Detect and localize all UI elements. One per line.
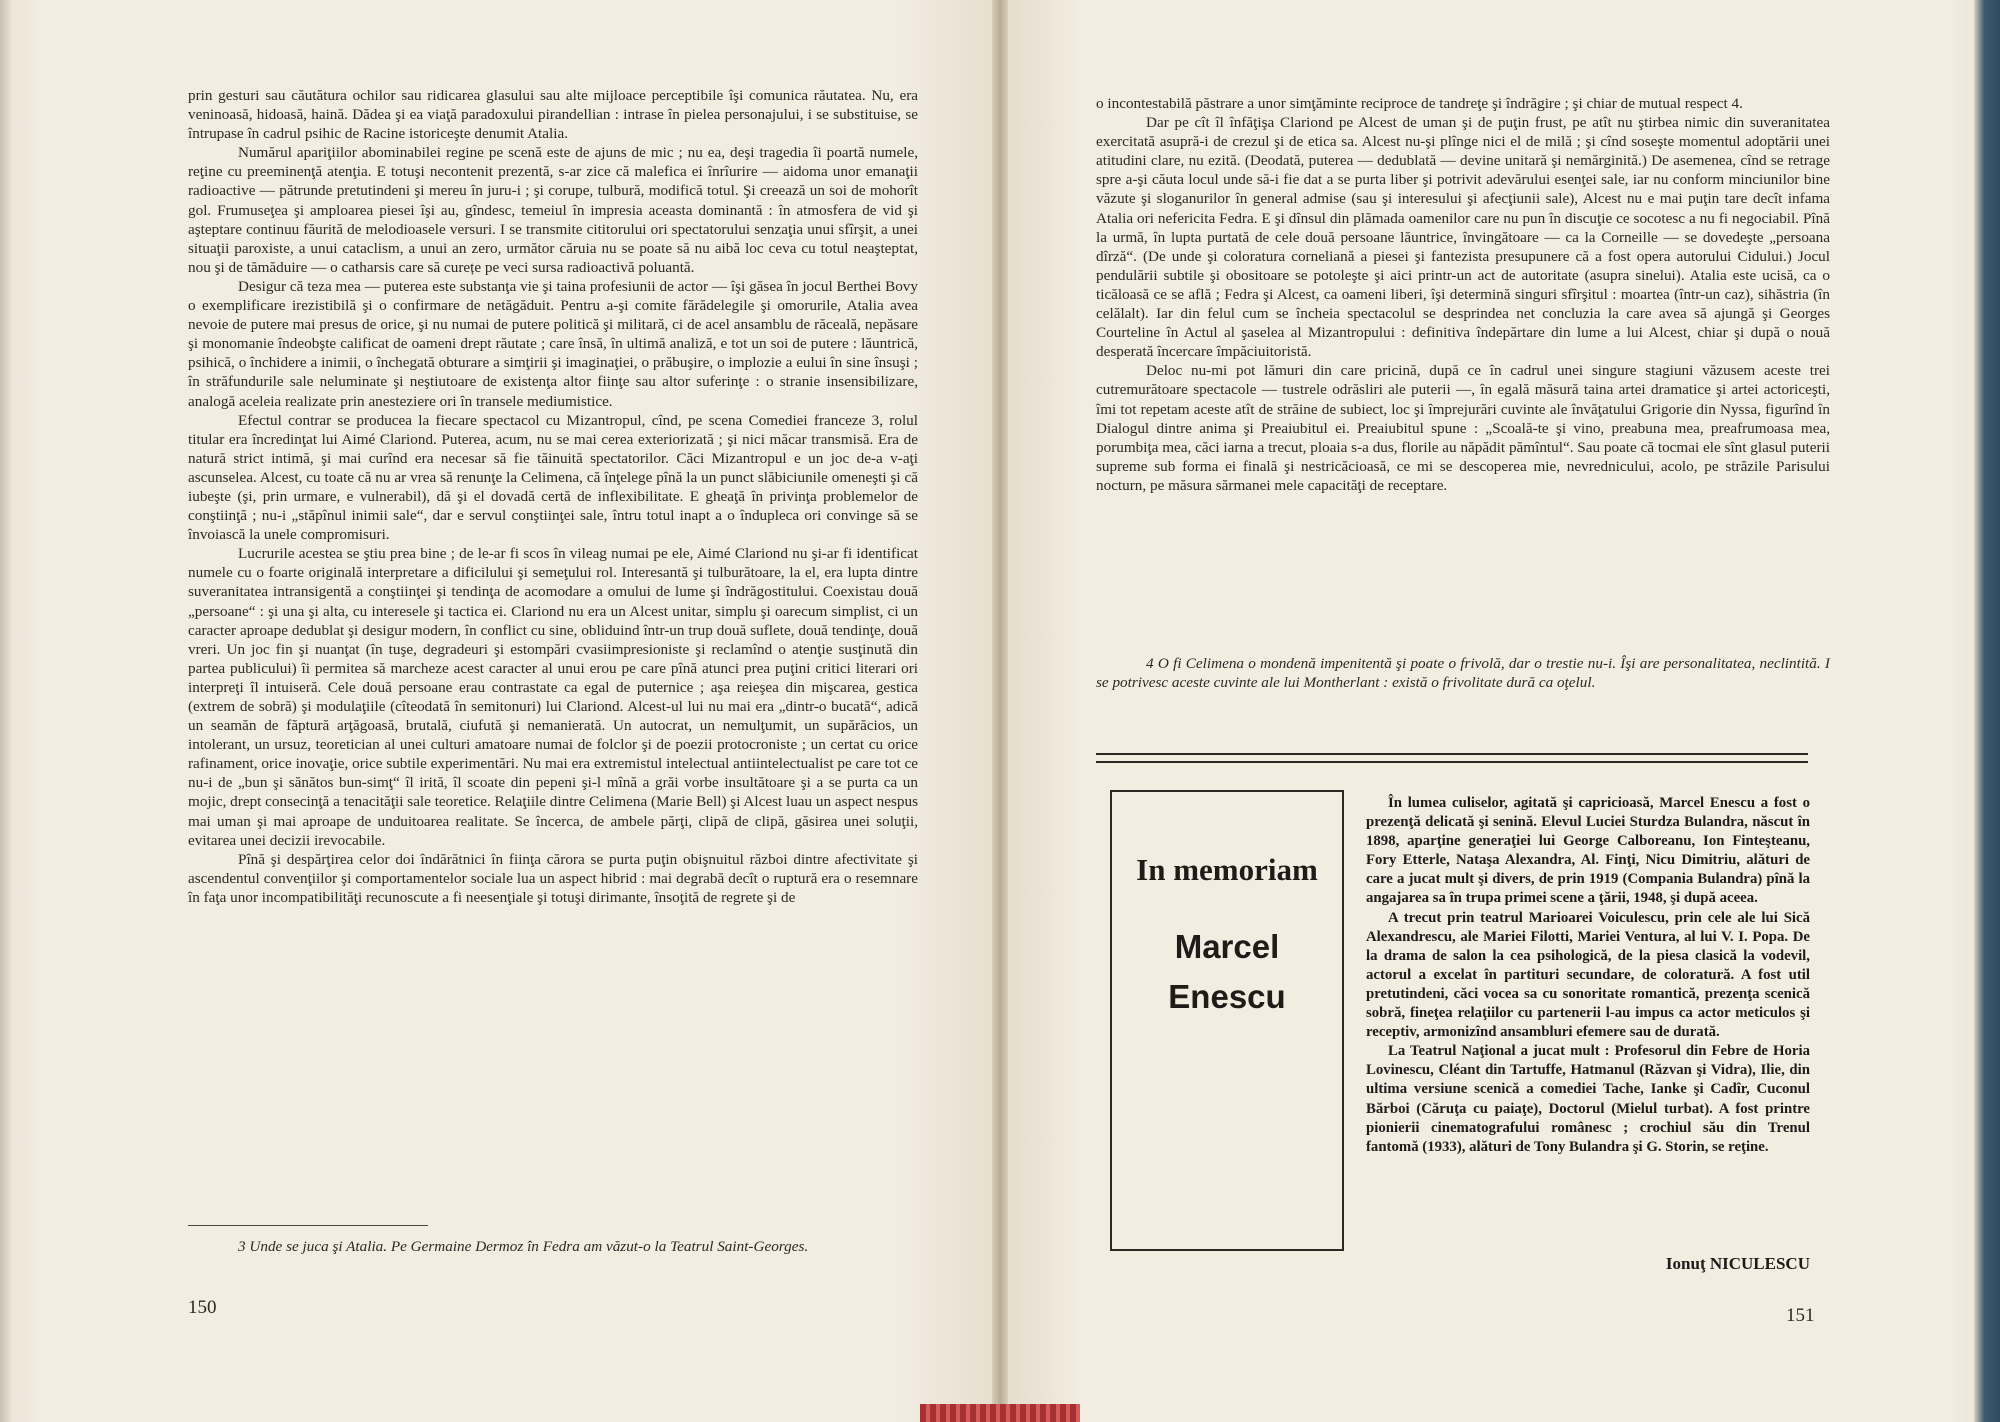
paragraph: prin gesturi sau căutătura ochilor sau ridicarea glasului sau alte mijloace perceptibile îşi comunica răutatea. Nu, era veninoasă, hidoasă, haină. Dădea şi ea viaţă paradoxului pirandellian : intrase în pielea personajului, i se substituise, se întrupase în cadrul psihic de Racine istoriceşte denumit Atalia. [188,87,918,143]
in-memoriam-text [1366,794,1810,1157]
page-edge-left [0,0,12,1422]
memoriam-author: Ionuţ NICULESCU [1665,1254,1810,1273]
paragraph: Lucrurile acestea se ştiu prea bine ; de le-ar fi scos în vileag numai pe ele, Aimé Clariond nu şi-ar fi identificat numele cu o foarte originală interpretare a dificilului şi semeţului rol. Interesantă şi tulburătoare, la el, era lupta dintre suveranitatea intransigentă a conştiinţei şi tendinţa de acomodare a omului de lume şi îndrăgostitului. Coexistau două „persoane“ : şi una şi alta, cu interesele şi tactica ei. Clariond nu era un Alcest unitar, simplu şi oarecum simplist, ci un caracter aproape dedublat şi desigur modern, în conflict cu sine, obliduind într-un trup două suflete, două tendinţe, două vreri. Un joc fin şi nuanţat (în tuşe, degradeuri şi estompări cvasiimpresioniste şi reclamînd o atenţie susţinută din partea publicului) îi permitea să marcheze acest caracter al unui erou pe care pînă atunci prea puţini critici literari ori interpreţi îl intuiseră. Cele două persoane erau contrastate ca egal de puternice ; aşa reieşea din mişcarea, gestica (extrem de sobră) şi modulaţiile (cîteodată în semitonuri) lui Clariond. Alcest-ul lui nu mai era „dintr-o bucată“, adică un seamăn de făptură arţăgoasă, brutală, ciufută şi nemanierată. Un autocrat, un nemulţumit, un supărăcios, un intolerant, un ursuz, teoretician al unei culturi amatoare numai de folclor şi de poezii protocroniste ; un certat cu orice rafinament, orice inovaţie, orice subtile experimentări. Nu mai era extremistul intelectual antiintelectualist pe care tot ce nu-i de „bun şi sănătos bun-simţ“ îl irită, îl scoate din pepeni şi-l mînă a grăi vorbe insultătoare şi a se purta ca un mojic, drept consecinţă a tenacităţii sale teoretice. Relaţiile dintre Celimena (Marie Bell) şi Alcest luau un aspect nespus mai uman şi mai aproape de unduitoarea realitate. Se încerca, de ambele părţi, clipă de clipă, găsirea unei soluţii, evitarea unei decizii irevocabile. [188,545,919,849]
footnote-rule [188,1225,428,1226]
paragraph: A trecut prin teatrul Marioarei Voiculescu, prin cele ale lui Sică Alexandrescu, ale Mariei Filotti, Mariei Ventura, al lui V. I. Popa. De la drama de salon la cea psihologică, de la piesa clasică la vodevil, actorul a excelat în partituri secundare, de coloratură. A fost util pretutindeni, căci vocea sa cu sonoritate romantică, prezenţa scenică sobră, fineţea relaţiilor cu partenerii l-au impus ca actor meticulos şi receptiv, armonizînd ansambluri efemere sau de durată. [1366,909,1810,1041]
footnote-text: 4 O fi Celimena o mondenă impenitentă şi poate o frivolă, dar o trestie nu-i. Îşi are personalitatea, neclintită. I se potrivesc aceste cuvinte ale lui Montherlant : există o frivolitate dură ca oţelul. [1096,655,1830,691]
right-body-text [1096,94,1830,495]
footnote-4 [1096,654,1830,692]
paragraph: La Teatrul Naţional a jucat mult : Profesorul din Febre de Horia Lovinescu, Cléant din Tartuffe, Hatmanul (Răzvan şi Vidra), Ilie, din ultima versiune scenică a comediei Tache, Ianke şi Cadîr, Cuconul Bărboi (Căruţa cu paiaţe), Doctorul (Mielul turbat). A fost printre pionierii cinematografului românesc ; crochiul său din Trenul fantomă (1933), alături de Tony Bulandra şi G. Storin, se reţine. [1366,1043,1810,1155]
memoriam-first-name: Marcel [1174,928,1280,965]
page-number-left: 150 [188,1297,217,1318]
paragraph: Numărul apariţiilor abominabilei regine pe scenă este de ajuns de mic ; nu ea, deşi tragedia îi poartă numele, reţine cu preeminenţă atenţia. E totuşi necontenit prezentă, s-ar zice că malefica ei înrîurire — aidoma unor emanaţii radioactive — pătrunde pretutindeni şi mereu în juru-i ; şi corupe, tulbură, modifică totul. Şi creează un soi de mohorît gol. Frumuseţea şi amploarea piesei îşi au, gîndesc, temeiul în impresia aceasta dominantă : în atmosfera de vid şi aşteptare continuu făurită de melodioasele versuri. I se transmite cititorului ori spectatorului senzaţia unui sfîrşit, a unei situaţii paroxiste, a unui cataclism, a unui an zero, următor căruia nu se poate să nu aibă loc ceva cu totul neaşteptat, nou şi de tămăduire — o catharsis care să curețe pe veci sursa radioactivă poluantă. [188,144,918,276]
paragraph: Deloc nu-mi pot lămuri din care pricină, după ce în cadrul unei singure stagiuni văzusem aceste trei cutremurătoare spectacole — tustrele odrăsliri ale puterii —, în egală măsură taina artei dramatice şi artei actoriceşti, îmi tot repetam aceste atît de străine de subiect, loc şi împrejurări cuvinte ale învăţatului Grigorie din Nyssa, figurînd în Dialogul dintre anima şi Preaiubitul ei. Preaiubitul spune : „Scoală-te şi vino, preabuna mea, preafrumoasa mea, porumbiţa mea, căci iarna a trecut, ploaia s-a dus, florile au năpădit pămîntul“. Sau poate că tocmai ele sînt glasul puterii supreme sub forma ei finală şi nestricăcioasă, ce mi se descoperea mie, nevrednicului, acolo, pe străzile Parisului nocturn, pe măsura sărmanei mele capacităţi de receptare. [1096,362,1830,494]
book-cover-edge [1974,0,2000,1422]
bookmark-ribbon [920,1404,1080,1422]
book-gutter [992,0,1008,1422]
paragraph: În lumea culiselor, agitată şi capricioasă, Marcel Enescu a fost o prezenţă delicată şi senină. Elevul Luciei Sturdza Bulandra, născut în 1898, aparţine generaţiei lui George Calboreanu, Ion Finteşteanu, Fory Etterle, Nataşa Alexandra, Al. Finţi, Nicu Dimitriu, alături de care a jucat mult şi divers, de prin 1919 (Compania Bulandra) pînă la angajarea sa în trupa primei scene a ţării, 1948, şi după aceea. [1366,795,1810,907]
paragraph: o incontestabilă păstrare a unor simţăminte reciproce de tandreţe şi îndrăgire ; şi chiar de mutual respect 4. [1096,95,1743,112]
footnote-text: 3 Unde se juca şi Atalia. Pe Germaine Dermoz în Fedra am văzut-o la Teatrul Saint-Georges. [238,1238,809,1255]
footnote-3 [188,1237,918,1256]
paragraph: Dar pe cît îl înfăţişa Clariond pe Alcest de uman şi de puţin frust, pe atît nu ştirbea nimic din suveranitatea exercitată asupră-i de crezul şi de etica sa. Alcest nu-şi plînge nici el de milă ; şi cînd soseşte momentul adoptării unei atitudini clare, nu ezită. (Deodată, puterea — dedublată — devine unitară şi nemărginită.) De asemenea, cînd se retrage spre a-şi căuta locul unde să-i fie dat a se purta liber şi potrivit adevărului esenţei sale, iar nu conform minciunilor bine văzute şi sloganurilor în general admise (sau şi interesului şi afecţiunii sale), Alcest nu e mai puţin tare decît infama Atalia ori nefericita Fedra. E şi dînsul din plămada oamenilor care nu pun în discuţie ce socotesc a nu fi negociabil. Pînă la urmă, în lupta purtată de cele două persoane lăuntrice, învingătoare — ca la Corneille — se dovedeşte „persoana dîrză“. (De unde şi coloratura corneliană a piesei şi fantezista presupunere că a fost opera autorului Cidului.) Jocul pendulării subtile şi obositoare se potoleşte şi aici printr-un act de autoritate (asupra sinelui). Atalia este ucisă, ca o ticăloasă ce se află ; Fedra şi Alcest, ca oameni liberi, îşi determină singuri sfîrşitul : moartea (într-un caz), sihăstria (în celălalt). Iar din felul cum se încheia spectacolul se desprindea net concluzia la care avea să ajungă şi Georges Courteline în Actul al şaselea al Mizantropului : definitiva îndepărtare din lume a lui Alcest, chiar şi după o nouă desperată încercare împăciuitoristă. [1096,114,1830,361]
paragraph: Pînă şi despărţirea celor doi îndărătnici în fiinţa cărora se purta puţin obişnuitul război dintre afectivitate şi ascendentul convenţiilor şi comportamentelor sociale lua un aspect hibrid : mai degrabă decît o ruptură era o resemnare în faţa unor incompatibilităţi recunoscute a fi neesenţiale şi totuşi dirimante, însoţită de regrete şi de [188,850,918,906]
paragraph: Desigur că teza mea — puterea este substanţa vie şi taina profesiunii de actor — îşi găsea în jocul Berthei Bovy o exemplificare irezistibilă şi o confirmare de netăgăduit. Pentru a-şi comite fărădelegile şi omorurile, Atalia avea nevoie de putere mai presus de orice, şi nu numai de putere politică şi militară, ci de acel ansamblu de răceală, nepăsare şi monomanie îndeobşte calificat de oameni drept răutate ; care însă, în ultimă analiză, e tot un soi de putere : lăuntrică, psihică, o închidere a inimii, o închegată obturare a simţirii şi imaginaţiei, o prăbuşire, o implozie a eului în sine însuşi ; în străfundurile sale neluminate şi neştiutoare de existenţa altor fiinţe sau altor suferinţe : o stranie insensibilizare, analogă aceleia realizate prin anesteziere ori în transele mediumistice. [188,277,918,410]
paragraph: Efectul contrar se producea la fiecare spectacol cu Mizantropul, cînd, pe scena Comediei franceze 3, rolul titular era încredinţat lui Aimé Clariond. Puterea, acum, nu se mai cerea exteriorizată ; şi nici măcar transmisă. Era de natură strict intimă, şi mai curînd era necesar să fie tăinuită spectatorilor. Căci Mizantropul e un joc de-a v-aţi ascunselea. Alcest, cu toate că nu ar vrea să renunţe la Celimena, că înţelege pînă la un punct slăbiciunile omeneşti şi că iubeşte (şi, prin urmare, e vulnerabil), dă şi el dovadă certă de inflexibilitate. E gheaţă în privinţa problemelor de conştiinţă ; nu-i „stăpînul inimii sale“, dar e servul conştiinţei sale, întru totul inapt a o îndupleca ori convinge să se învoiască la unele compromisuri. [188,411,918,544]
in-memoriam-heading: In memoriam [1136,852,1318,887]
left-body-text [188,86,918,907]
memoriam-name [1112,922,1342,1022]
page-number-right: 151 [1786,1305,1815,1326]
section-divider [1096,753,1808,763]
in-memoriam-box [1110,790,1344,1251]
memoriam-last-name: Enescu [1168,978,1286,1015]
